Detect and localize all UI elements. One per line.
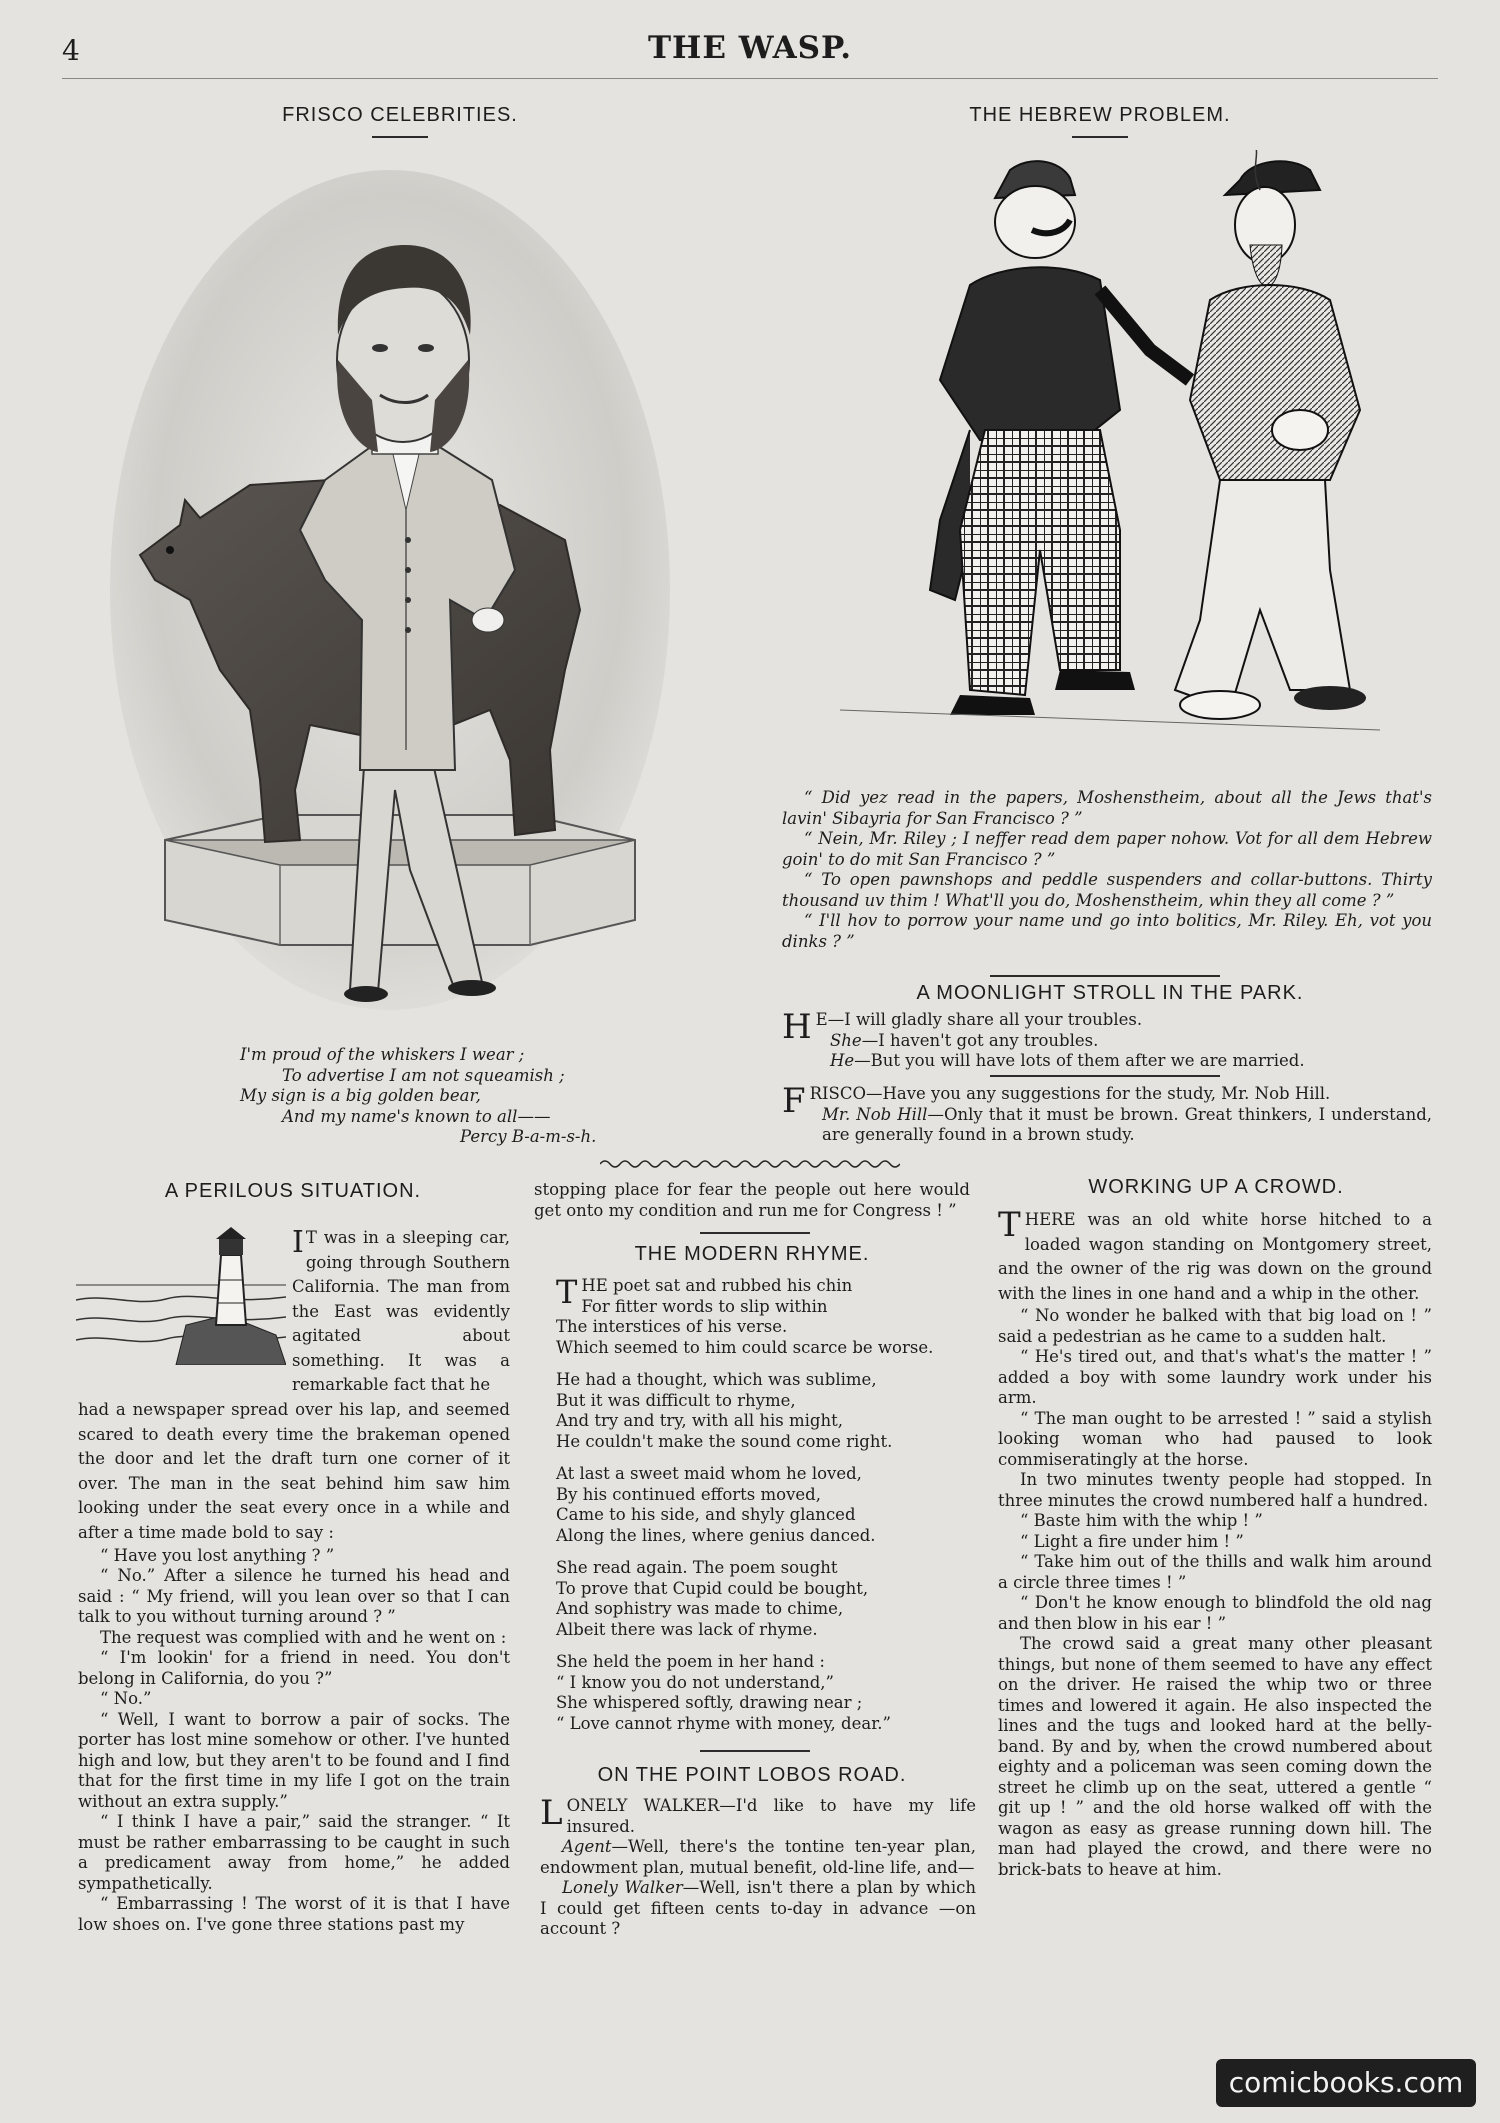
crowd-paragraph: “ The man ought to be arrested ! ” said a stylish looking woman who had paused to look commiseratingly at the horse.: [998, 1408, 1432, 1469]
drop-cap: F: [782, 1081, 806, 1121]
perilous-situation-heading: A PERILOUS SITUATION.: [164, 1180, 422, 1202]
drop-cap: I: [292, 1225, 304, 1260]
dialogue-line: “ I'll hov to porrow your name und go into bolitics, Mr. Riley. Eh, vot you dinks ? ”: [782, 911, 1432, 951]
crowd-paragraph: “ No wonder he balked with that big load on ! ” said a pedestrian as he came to a sudden halt.: [998, 1306, 1432, 1346]
poem-line: Which seemed to him could scarce be worse.: [556, 1337, 934, 1357]
poem-line: But it was difficult to rhyme,: [556, 1390, 796, 1410]
poem-line: She held the poem in her hand :: [556, 1652, 825, 1671]
poem-stanza: [556, 1370, 976, 1452]
working-up-crowd-heading: WORKING UP A CROWD.: [1088, 1176, 1344, 1198]
masthead: THE WASP.: [647, 30, 853, 66]
bamish-verse: [240, 1045, 620, 1148]
moonlight-line-he: E—I will gladly share all your troubles.: [815, 1010, 1143, 1029]
speaker-he: He: [830, 1051, 855, 1070]
poem-line: And try and try, with all his might,: [556, 1411, 843, 1430]
comicbooks-watermark: comicbooks.com: [1216, 2059, 1476, 2107]
perilous-paragraph: “ Well, I want to borrow a pair of socks. The porter has lost mine somehow or other. I've hunted high and low, but they aren't to be found and I find that for the first time in my life I got on the train without an extra supply.”: [78, 1709, 510, 1811]
nob-hill-joke: [782, 1081, 1432, 1146]
poem-line: By his continued efforts moved,: [556, 1484, 821, 1504]
crowd-paragraph: In two minutes twenty people had stopped. In three minutes the crowd numbered half a hundred.: [998, 1470, 1432, 1510]
dialogue-line: “ Nein, Mr. Riley ; I neffer read dem paper nohow. Vot for all dem Hebrew goin' to do mit San Francisco ? ”: [782, 829, 1432, 869]
drop-cap: L: [540, 1793, 563, 1833]
perilous-paragraph: The request was complied with and he went on :: [100, 1627, 507, 1647]
poem-line: He couldn't make the sound come right.: [556, 1431, 893, 1451]
poem-stanza: [556, 1464, 976, 1546]
moonlight-line-he-reply: —But you will have lots of them after we are married.: [854, 1051, 1305, 1070]
frisco-celebrities-heading: FRISCO CELEBRITIES.: [282, 104, 518, 126]
poem-line: At last a sweet maid whom he loved,: [556, 1464, 862, 1483]
section-rule: [700, 1232, 810, 1234]
speaker-lonely-walker: Lonely Walker: [562, 1878, 683, 1897]
masthead-rule: [62, 78, 1438, 79]
lobos-agent-line: —Well, there's the tontine ten-year plan, endowment plan, mutual benefit, old-line life, and—: [540, 1837, 976, 1877]
poem-line: HE poet sat and rubbed his chin: [581, 1276, 853, 1295]
hebrew-problem-heading: THE HEBREW PROBLEM.: [969, 104, 1231, 126]
verse-line: And my name's known to all——: [282, 1106, 551, 1126]
page-number: 4: [62, 34, 80, 67]
section-rule: [700, 1750, 810, 1752]
perilous-continued: stopping place for fear the people out here would get onto my condition and run me for Congress ! ”: [534, 1180, 970, 1220]
heading-rule: [1072, 136, 1128, 138]
point-lobos-text: [540, 1793, 976, 1940]
crowd-paragraph: HERE was an old white horse hitched to a loaded wagon standing on Montgomery street, and the owner of the rig was down on the ground with the lines in one hand and a whip in the other.: [998, 1210, 1432, 1303]
lobos-walker-reply: —Well, isn't there a plan by which I could get fifteen cents to-day in advance —on account ?: [540, 1878, 976, 1938]
wavy-divider: [600, 1158, 900, 1170]
lobos-walker-line: ONELY WALKER—I'd like to have my life insured.: [566, 1796, 976, 1836]
poem-line: Came to his side, and shyly glanced: [556, 1505, 856, 1524]
working-up-crowd-body: [998, 1205, 1432, 1880]
crowd-paragraph: “ Take him out of the thills and walk him around a circle three times ! ”: [998, 1552, 1432, 1592]
poem-line: Along the lines, where genius danced.: [556, 1525, 876, 1545]
verse-line: My sign is a big golden bear,: [240, 1086, 481, 1105]
poem-line: For fitter words to slip within: [581, 1296, 828, 1316]
frisco-question: RISCO—Have you any suggestions for the study, Mr. Nob Hill.: [809, 1084, 1331, 1103]
poem-line: He had a thought, which was sublime,: [556, 1370, 877, 1389]
section-rule: [990, 975, 1220, 977]
hebrew-problem-dialogue: [782, 788, 1432, 952]
crowd-paragraph: “ Baste him with the whip ! ”: [1020, 1511, 1263, 1530]
poem-line: She read again. The poem sought: [556, 1558, 838, 1577]
moonlight-stroll-heading: A MOONLIGHT STROLL IN THE PARK.: [916, 982, 1304, 1004]
speaker-nob-hill: Mr. Nob Hill: [822, 1104, 928, 1124]
modern-rhyme-heading: THE MODERN RHYME.: [634, 1243, 870, 1265]
perilous-paragraph: “ I'm lookin' for a friend in need. You don't belong in California, do you ?”: [78, 1648, 510, 1688]
crowd-paragraph: “ Don't he know enough to blindfold the old nag and then blow in his ear ! ”: [998, 1593, 1432, 1633]
poem-line: To prove that Cupid could be bought,: [556, 1578, 869, 1598]
poem-stanza: [556, 1558, 976, 1640]
poem-line: “ I know you do not understand,”: [556, 1672, 834, 1692]
verse-line: I'm proud of the whiskers I wear ;: [240, 1045, 525, 1064]
perilous-paragraph: “ I think I have a pair,” said the stranger. “ It must be rather embarrassing to be caught in such a predicament away from home,” he added sympathetically.: [78, 1812, 510, 1893]
drop-cap: H: [782, 1007, 812, 1047]
perilous-body: [78, 1398, 510, 1935]
crowd-paragraph: “ He's tired out, and that's what's the matter ! ” added a boy with some laundry work under his arm.: [998, 1347, 1432, 1407]
dialogue-line: “ To open pawnshops and peddle suspenders and collar-buttons. Thirty thousand uv thim ! What'll you do, Moshenstheim, whin they all come ? ”: [782, 870, 1432, 910]
perilous-opening-text: T was in a sleeping car, going through Southern California. The man from the East was evidently agitated about something. It was a remarkable fact that he: [292, 1228, 510, 1394]
poem-line: She whispered softly, drawing near ;: [556, 1693, 863, 1712]
drop-cap: T: [998, 1205, 1021, 1245]
perilous-paragraph: had a newspaper spread over his lap, and seemed scared to death every time the brakeman opened the door and let the draft turn one corner of it over. The man in the seat behind him saw him looking under the seat every once in a while and after a time made bold to say :: [78, 1400, 510, 1542]
poem-line: And sophistry was made to chime,: [556, 1599, 844, 1618]
verse-line: To advertise I am not squeamish ;: [282, 1065, 565, 1085]
lighthouse-icon: [76, 1225, 286, 1365]
verse-signature: Percy B-a-m-s-h.: [460, 1127, 597, 1146]
perilous-paragraph: “ Embarrassing ! The worst of it is that I have low shoes on. I've gone three stations past my: [78, 1894, 510, 1934]
section-rule: [990, 1075, 1220, 1077]
poem-stanza: [556, 1273, 976, 1358]
moonlight-line-she: —I haven't got any troubles.: [861, 1030, 1099, 1050]
speaker-agent: Agent: [562, 1837, 612, 1856]
moonlight-stroll-text: [782, 1007, 1432, 1072]
poem-line: Albeit there was lack of rhyme.: [556, 1619, 818, 1639]
poem-line: The interstices of his verse.: [556, 1317, 788, 1336]
dialogue-line: “ Did yez read in the papers, Moshenstheim, about all the Jews that's lavin' Sibayria for San Francisco ? ”: [782, 788, 1432, 828]
crowd-paragraph: The crowd said a great many other pleasant things, but none of them seemed to have any effect on the driver. He raised the whip two or three times and lowered it again. He also inspected the lines and the tugs and looked hard at the belly-band. By and by, when the crowd numbered about eighty and a policeman was seen coming down the street he climb up on the seat, uttered a gentle “ git up ! ” and the old horse walked off with the wagon as easy as grease running down hill. The man had played the crowd, and there were no brick-bats to heave at him.: [998, 1634, 1432, 1879]
bamish-bear-portrait: [110, 150, 670, 1010]
heading-rule: [372, 136, 428, 138]
point-lobos-heading: ON THE POINT LOBOS ROAD.: [597, 1764, 907, 1786]
perilous-paragraph: “ No.” After a silence he turned his head and said : “ My friend, will you lean over so that I can talk to you without turning around ? ”: [78, 1566, 510, 1627]
perilous-opening: [292, 1226, 510, 1398]
poem-stanza: [556, 1652, 976, 1734]
nob-hill-reply: —Only that it must be brown. Great thinkers, I understand, are generally found in a brown study.: [822, 1104, 1432, 1144]
drop-cap: T: [556, 1273, 578, 1311]
perilous-paragraph: “ Have you lost anything ? ”: [100, 1545, 335, 1565]
speaker-she: She: [830, 1030, 862, 1050]
modern-rhyme-poem: [556, 1273, 976, 1746]
riley-moshenstheim-cartoon: [820, 150, 1400, 770]
poem-line: “ Love cannot rhyme with money, dear.”: [556, 1713, 891, 1733]
perilous-paragraph: “ No.”: [100, 1689, 152, 1709]
crowd-paragraph: “ Light a fire under him ! ”: [1020, 1531, 1244, 1551]
